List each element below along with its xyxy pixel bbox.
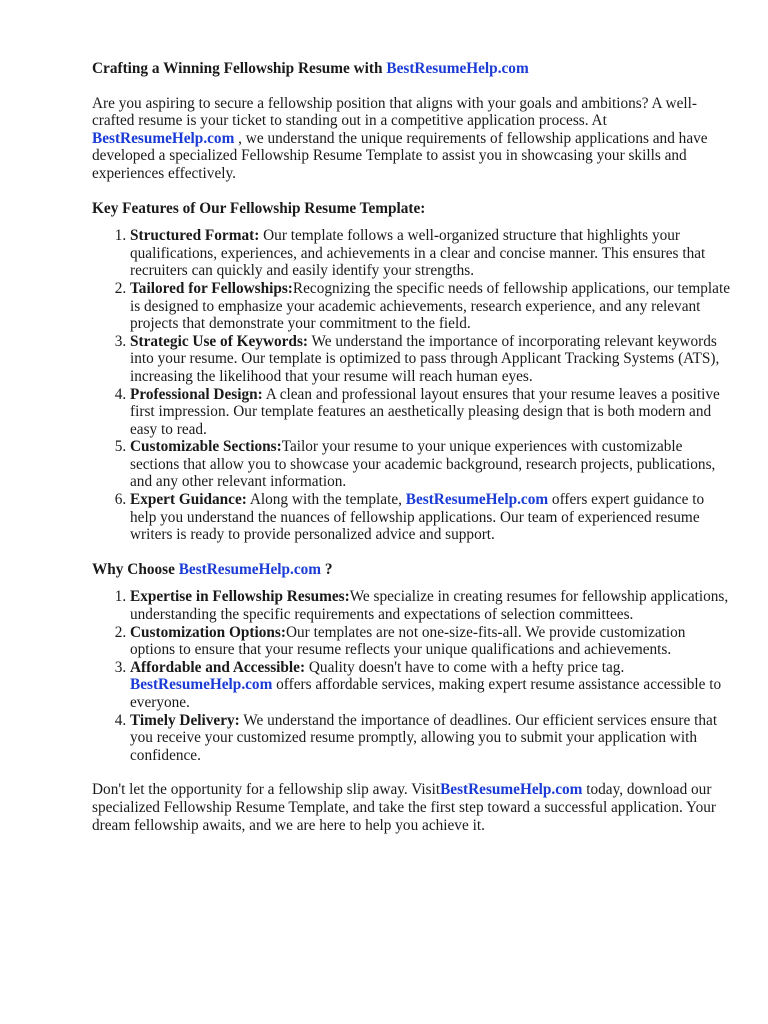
closing-text-2: today, download our specialized Fellowship Resume Template, and take the first step toward a successful application. Your dream fellowship awaits, and we are here to help you achieve it. [92,781,716,834]
intro-text-2: , we understand the unique requirements of fellowship applications and have developed a specialized Fellowship Resume Template to assist you in showcasing your skills and experiences effectively. [92,129,708,182]
closing-link[interactable]: BestResumeHelp.com [440,781,583,799]
feature-item [130,386,732,439]
feature-label: Professional Design: [130,385,263,403]
why-heading [92,561,732,579]
document-title [92,60,732,78]
feature-item [130,438,732,491]
why-heading-link[interactable]: BestResumeHelp.com [178,560,322,578]
feature-text-after: offers expert guidance to help you understand the nuances of fellowship applications. Our team of experienced resume writers is ready to provide personalized advice and support. [130,491,705,544]
why-list [92,588,732,764]
why-label: Timely Delivery: [130,711,240,729]
why-label: Customization Options: [130,623,286,641]
feature-text: We understand the importance of incorporating relevant keywords into your resume. Our template is optimized to pass through Applicant Tracking Systems (ATS), increasing the likelihood that your resume will reach human eyes. [130,332,720,385]
why-heading-suffix: ? [321,560,333,578]
feature-label: Customizable Sections: [130,438,282,456]
closing-text-1: Don't let the opportunity for a fellowship slip away. Visit [92,781,441,799]
feature-label: Structured Format: [130,227,260,245]
why-label: Affordable and Accessible: [130,658,306,676]
why-text-before: Quality doesn't have to come with a hefty price tag. [305,658,625,676]
why-heading-text: Why Choose [92,560,179,578]
feature-text: A clean and professional layout ensures that your resume leaves a positive first impression. Our template features an aesthetically pleasing design that is both modern and easy to read. [130,385,720,438]
feature-text: Tailor your resume to your unique experiences with customizable sections that allow you to showcase your academic background, research projects, publications, and any other relevant information. [130,438,716,491]
features-heading: Key Features of Our Fellowship Resume Template: [92,199,426,217]
feature-item [130,227,732,280]
why-item [130,712,732,765]
feature-item [130,491,732,544]
title-link[interactable]: BestResumeHelp.com [386,60,529,77]
feature-link[interactable]: BestResumeHelp.com [405,491,549,509]
intro-link[interactable]: BestResumeHelp.com [92,129,235,147]
why-label: Expertise in Fellowship Resumes: [130,588,350,606]
feature-item [130,280,732,333]
document-page [92,60,732,834]
why-item [130,659,732,712]
feature-label: Expert Guidance: [130,491,247,509]
why-item [130,588,732,623]
why-text: We specialize in creating resumes for fellowship applications, understanding the specific requirements and expectations of selection committees. [130,588,729,624]
feature-label: Tailored for Fellowships: [130,279,293,297]
intro-text-1: Are you aspiring to secure a fellowship position that aligns with your goals and ambitions? A well-crafted resume is your ticket to standing out in a competitive application process. At [92,94,697,130]
intro-paragraph [92,95,732,183]
feature-text: Our template follows a well-organized structure that highlights your qualifications, experiences, and achievements in a clear and concise manner. This ensures that recruiters can quickly and easily identify your strengths. [130,227,706,280]
why-text-after: offers affordable services, making expert resume assistance accessible to everyone. [130,676,722,711]
features-list [92,227,732,544]
title-text: Crafting a Winning Fellowship Resume with [92,60,387,77]
why-item [130,624,732,659]
feature-item [130,333,732,386]
why-text: We understand the importance of deadlines. Our efficient services ensure that you receive your customized resume promptly, allowing you to submit your application with confidence. [130,711,718,764]
why-link[interactable]: BestResumeHelp.com [130,676,273,694]
feature-label: Strategic Use of Keywords: [130,332,308,350]
feature-text-before: Along with the template, [246,491,406,509]
why-text: Our templates are not one-size-fits-all. We provide customization options to ensure that your resume reflects your unique qualifications and achievements. [130,623,686,659]
feature-text: Recognizing the specific needs of fellowship applications, our template is designed to emphasize your academic achievements, research experience, and any relevant projects that demonstrate your commitment to the field. [130,279,731,333]
closing-paragraph [92,781,732,834]
